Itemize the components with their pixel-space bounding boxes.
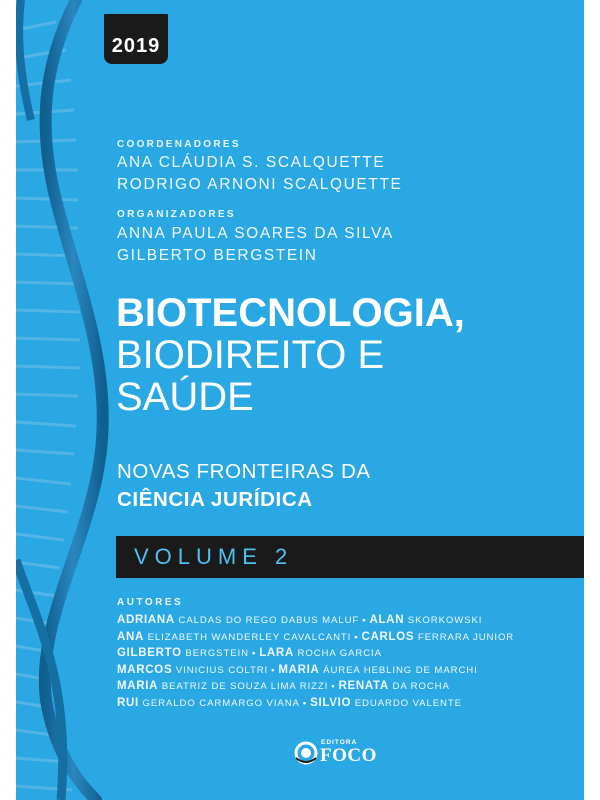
separator-bullet: • xyxy=(251,648,257,660)
subtitle-line-1: NOVAS FRONTEIRAS DA xyxy=(117,460,371,483)
book-subtitle xyxy=(117,458,371,514)
author-first-name: MARIA xyxy=(117,680,159,693)
separator-bullet: • xyxy=(362,615,367,626)
coordinator-name-1: ANA CLÁUDIA S. SCALQUETTE xyxy=(117,154,386,171)
organizer-name-2: GILBERTO BERGSTEIN xyxy=(117,247,318,264)
coordinator-name-2: RODRIGO ARNONI SCALQUETTE xyxy=(117,176,403,193)
publisher-logo-icon xyxy=(293,740,319,766)
author-first-name: MARIA xyxy=(278,663,320,676)
organizer-name-1: ANNA PAULA SOARES DA SILVA xyxy=(117,225,394,242)
organizers-label: ORGANIZADORES xyxy=(117,209,236,220)
title-line-3: SAÚDE xyxy=(116,375,254,419)
authors-label: AUTORES xyxy=(117,597,184,608)
author-first-name: GILBERTO xyxy=(117,647,182,660)
title-line-2: BIODIREITO E xyxy=(116,333,385,377)
coordinators-label: COORDENADORES xyxy=(117,139,241,150)
publisher-name: FOCO xyxy=(320,745,377,766)
author-first-name: MARCOS xyxy=(117,663,173,676)
volume-label: VOLUME 2 xyxy=(134,544,294,569)
authors-line xyxy=(117,645,584,662)
author-first-name: ADRIANA xyxy=(117,614,175,626)
author-rest-name: DA ROCHA xyxy=(392,681,450,693)
subtitle-line-2: CIÊNCIA JURÍDICA xyxy=(117,488,313,511)
author-first-name: CARLOS xyxy=(361,630,415,643)
author-rest-name: BERGSTEIN xyxy=(185,648,249,660)
author-first-name: ANA xyxy=(117,630,145,643)
author-rest-name: BEATRIZ DE SOUZA LIMA RIZZI xyxy=(161,681,329,693)
book-cover xyxy=(16,0,584,800)
author-rest-name: VINICIUS COLTRI xyxy=(175,664,269,676)
publisher-prefix: EDITORA xyxy=(321,739,358,746)
author-first-name: SILVIO xyxy=(310,696,352,709)
author-rest-name: ELIZABETH WANDERLEY CAVALCANTI xyxy=(147,631,352,643)
author-first-name: RUI xyxy=(117,696,139,709)
author-rest-name: CALDAS DO REGO DABUS MALUF xyxy=(178,615,360,626)
year-badge: 2019 xyxy=(104,14,168,64)
authors-line xyxy=(117,662,584,679)
authors-list xyxy=(117,612,584,712)
authors-line xyxy=(117,695,584,712)
book-title xyxy=(116,292,465,418)
author-first-name: ALAN xyxy=(369,614,405,626)
separator-bullet: • xyxy=(354,631,359,643)
separator-bullet: • xyxy=(302,697,308,709)
volume-bar xyxy=(116,536,584,578)
separator-bullet: • xyxy=(331,681,336,693)
authors-line xyxy=(117,629,584,646)
author-first-name: LARA xyxy=(259,647,294,660)
separator-bullet: • xyxy=(271,664,276,676)
author-rest-name: ROCHA GARCIA xyxy=(297,648,382,660)
authors-line xyxy=(117,678,584,695)
author-rest-name: EDUARDO VALENTE xyxy=(354,697,462,709)
authors-line xyxy=(117,612,584,629)
author-rest-name: GERALDO CARMARGO VIANA xyxy=(142,697,300,709)
author-rest-name: FERRARA JUNIOR xyxy=(417,631,515,643)
author-rest-name: ÁUREA HEBLING DE MARCHI xyxy=(323,664,478,676)
dna-helix-icon xyxy=(16,0,126,800)
publisher-logo xyxy=(293,738,413,768)
author-first-name: RENATA xyxy=(338,680,389,693)
author-rest-name: SKORKOWSKI xyxy=(407,615,483,626)
title-line-1: BIOTECNOLOGIA, xyxy=(116,291,465,335)
